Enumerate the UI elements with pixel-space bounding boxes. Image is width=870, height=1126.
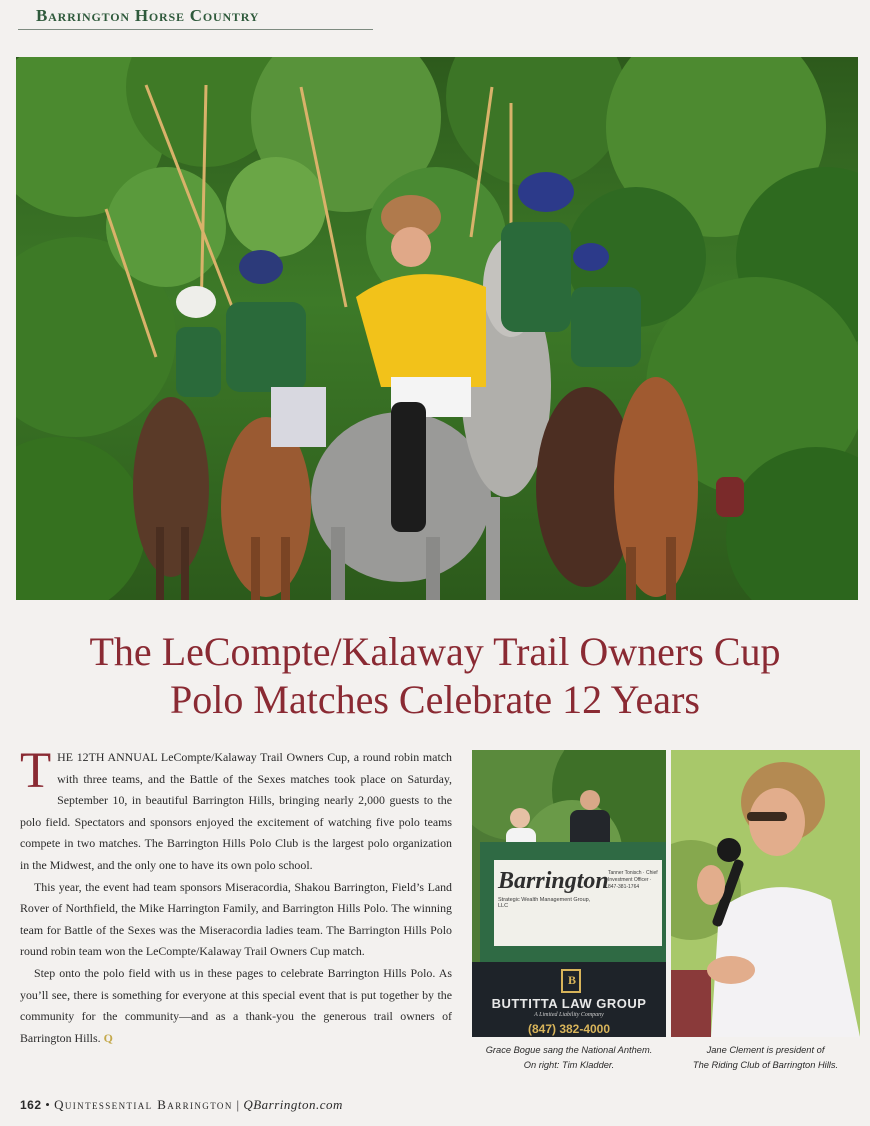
law-group-sub: A Limited Liability Company bbox=[534, 1012, 604, 1018]
article-paragraph-3 bbox=[20, 963, 452, 1049]
caption-photo-jane-clement bbox=[669, 1043, 862, 1073]
caption-anthem-line-1: Grace Bogue sang the National Anthem. bbox=[485, 1045, 653, 1055]
article-paragraph-1 bbox=[20, 743, 452, 877]
end-mark-logo: Q bbox=[103, 1030, 113, 1045]
page-number: 162 bbox=[20, 1098, 42, 1112]
banner-barrington-sub: Strategic Wealth Management Group, LLC bbox=[498, 897, 591, 909]
hero-photo-polo-players bbox=[16, 57, 858, 600]
footer-bullet: • bbox=[45, 1097, 51, 1112]
article-body bbox=[20, 743, 452, 1049]
paragraph-1-text: HE 12TH ANNUAL LeCompte/Kalaway Trail Owners Cup, a round robin match with three teams, and the Battle of the Sexes matches took place on Saturday, September 10, in beautiful Barrington Hills, bringing nearly 2,000 guests to the polo field. Spectators and sponsors enjoyed the excitement of watching five polo teams compete in two matches. The Barrington Hills Polo Club is the largest polo organization in the Midwest, and the only one to have its own polo school. bbox=[20, 750, 452, 872]
footer-divider: | bbox=[236, 1097, 240, 1112]
law-group-name: BUTTITTA LAW GROUP bbox=[491, 996, 647, 1011]
banner-barrington-contact: Tanner Tonisch · Chief Investment Officer · 847-381-1764 bbox=[608, 870, 658, 890]
page-footer bbox=[20, 1097, 620, 1113]
headline-line-2: Polo Matches Celebrate 12 Years bbox=[170, 677, 700, 722]
caption-anthem-line-2: On right: Tim Kladder. bbox=[523, 1060, 615, 1070]
photo-jane-clement bbox=[671, 750, 860, 1037]
headline-line-1: The LeCompte/Kalaway Trail Owners Cup bbox=[89, 629, 781, 674]
article-headline bbox=[0, 628, 870, 724]
caption-clement-line-1: Jane Clement is president of bbox=[706, 1045, 825, 1055]
law-group-logo: B bbox=[567, 973, 576, 987]
section-title: Barrington Horse Country bbox=[36, 6, 260, 25]
article-paragraph-2: This year, the event had team sponsors Miseracordia, Shakou Barrington, Field’s Land Rover of Northfield, the Mike Harrington Family, and Barrington Hills Polo. The winning team for Battle of the Sexes was the Miseracordia ladies team. The Barrington Hills Polo round robin team won the LeCompte/Kalaway Trail Owners Cup match. bbox=[20, 879, 452, 959]
paragraph-3-text: Step onto the polo field with us in these pages to celebrate Barrington Hills Polo. As you’ll see, there is something for everyone at this special event that is put together by the community for the community—and as a thank-you the generous trail owners of Barrington Hills. bbox=[20, 965, 452, 1045]
caption-photo-anthem bbox=[470, 1043, 668, 1073]
section-divider bbox=[18, 29, 373, 30]
magazine-name: Quintessential Barrington bbox=[54, 1097, 233, 1112]
caption-clement-line-2: The Riding Club of Barrington Hills. bbox=[692, 1060, 839, 1070]
photo-anthem-singer bbox=[472, 750, 666, 1037]
riders-left bbox=[176, 250, 326, 447]
website-link[interactable]: QBarrington.com bbox=[243, 1097, 343, 1112]
banner-barrington-name: Barrington bbox=[498, 868, 609, 894]
drop-cap: T bbox=[20, 743, 52, 799]
photo3-illustration bbox=[671, 750, 860, 1037]
hero-illustration bbox=[16, 57, 858, 600]
law-group-phone: (847) 382-4000 bbox=[527, 1022, 611, 1036]
